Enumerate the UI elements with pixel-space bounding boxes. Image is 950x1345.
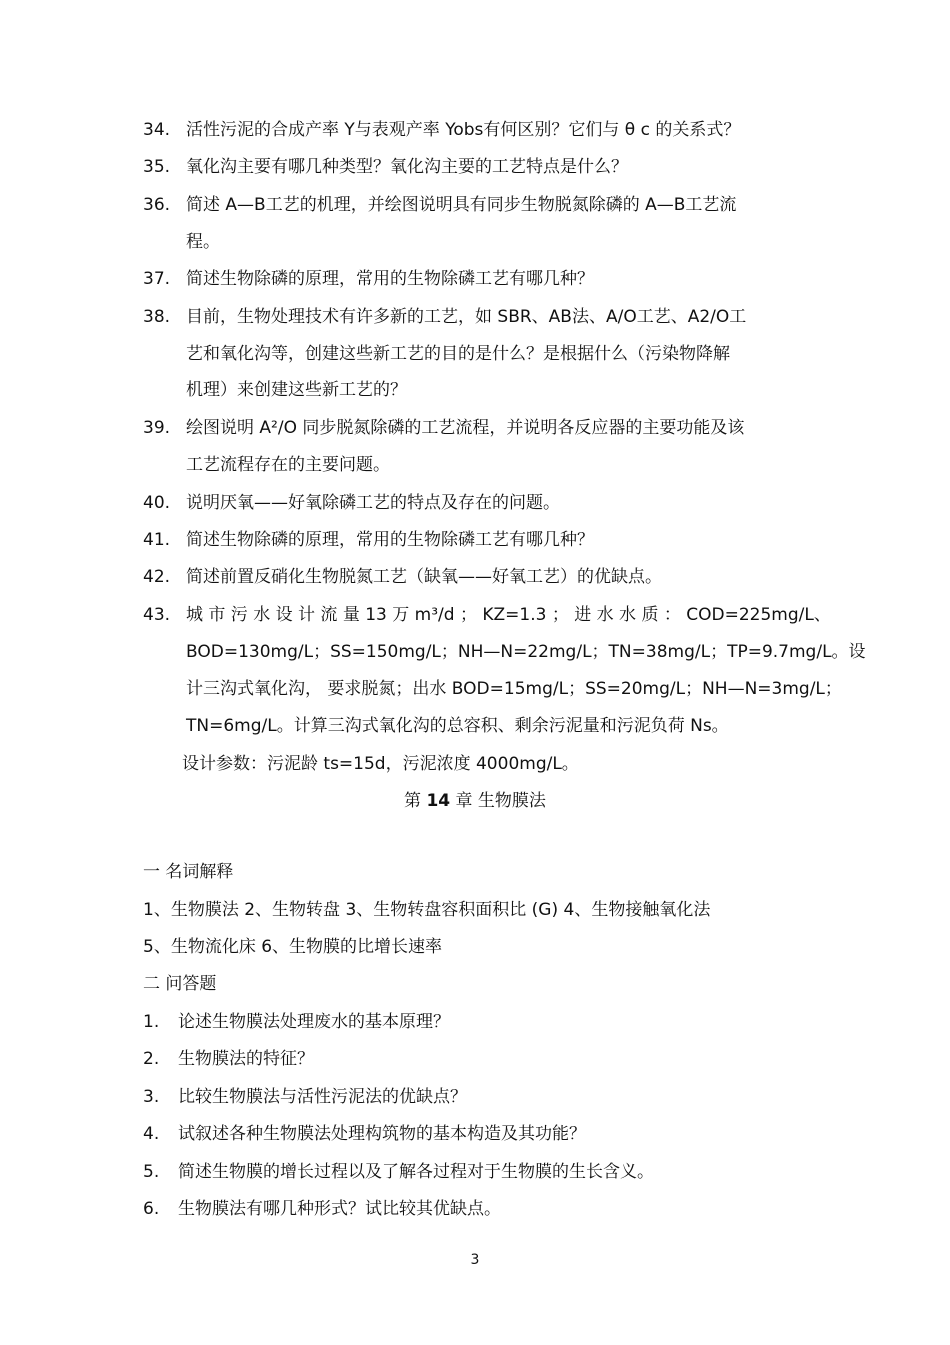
question-text: 比较生物膜法与活性污泥法的优缺点？ [178, 1087, 467, 1107]
question-number: 5. [143, 1162, 160, 1182]
question-number: 37. [143, 269, 171, 289]
term-list: 5、生物流化床 6、生物膜的比增长速率 [143, 937, 443, 957]
question-text: 简述 A—B工艺的机理，并绘图说明具有同步生物脱氮除磷的 A—B工艺流 [186, 195, 737, 215]
question-text-cont: TN=6mg/L。计算三沟式氧化沟的总容积、剩余污泥量和污泥负荷 Ns。 [186, 716, 729, 736]
question-number: 42. [143, 567, 171, 587]
question-text: 论述生物膜法处理废水的基本原理？ [178, 1012, 450, 1032]
section-title: 二 问答题 [143, 974, 217, 994]
question-number: 2. [143, 1049, 160, 1069]
question-text: 绘图说明 A²/O 同步脱氮除磷的工艺流程，并说明各反应器的主要功能及该 [186, 418, 745, 438]
question-number: 40. [143, 493, 171, 513]
term-list: 1、生物膜法 2、生物转盘 3、生物转盘容积面积比 (G) 4、生物接触氧化法 [143, 900, 711, 920]
question-text: 简述生物除磷的原理，常用的生物除磷工艺有哪几种？ [186, 269, 594, 289]
question-text: 生物膜法有哪几种形式？试比较其优缺点。 [178, 1199, 501, 1219]
question-text: 城 市 污 水 设 计 流 量 13 万 m³/d ； KZ=1.3 ； 进 水 水 质 ： COD=225mg/L、 [186, 605, 831, 625]
question-number: 39. [143, 418, 171, 438]
chapter-title [0, 791, 950, 811]
question-number: 6. [143, 1199, 160, 1219]
question-number: 41. [143, 530, 171, 550]
question-text: 简述生物膜的增长过程以及了解各过程对于生物膜的生长含义。 [178, 1162, 654, 1182]
question-text-cont: 设计参数：污泥龄 ts=15d，污泥浓度 4000mg/L。 [182, 754, 579, 774]
question-text: 氧化沟主要有哪几种类型？氧化沟主要的工艺特点是什么？ [186, 157, 628, 177]
question-number: 4. [143, 1124, 160, 1144]
question-text-cont: BOD=130mg/L；SS=150mg/L；NH—N=22mg/L；TN=38mg/L；TP=9.7mg/L。设 [186, 642, 866, 662]
question-text: 简述生物除磷的原理，常用的生物除磷工艺有哪几种？ [186, 530, 594, 550]
page-number: 3 [470, 1252, 480, 1268]
question-text: 目前，生物处理技术有许多新的工艺，如 SBR、AB法、A/O工艺、A2/O工 [186, 307, 747, 327]
section-title: 一 名词解释 [143, 862, 234, 882]
question-number: 35. [143, 157, 171, 177]
question-text: 简述前置反硝化生物脱氮工艺（缺氧——好氧工艺）的优缺点。 [186, 567, 662, 587]
question-number: 38. [143, 307, 171, 327]
question-text: 试叙述各种生物膜法处理构筑物的基本构造及其功能？ [178, 1124, 586, 1144]
question-text-cont: 工艺流程存在的主要问题。 [186, 455, 390, 475]
question-number: 36. [143, 195, 171, 215]
question-text-cont: 艺和氧化沟等，创建这些新工艺的目的是什么？是根据什么（污染物降解 [186, 344, 730, 364]
chapter-number: 14 [426, 791, 451, 811]
question-text-cont: 机理）来创建这些新工艺的？ [186, 380, 407, 400]
question-text: 生物膜法的特征？ [178, 1049, 314, 1069]
question-number: 3. [143, 1087, 160, 1107]
question-number: 43. [143, 605, 171, 625]
chapter-suffix: 章 生物膜法 [455, 791, 546, 811]
question-number: 1. [143, 1012, 160, 1032]
question-text: 说明厌氧——好氧除磷工艺的特点及存在的问题。 [186, 493, 560, 513]
question-text-cont: 程。 [186, 232, 220, 252]
question-text: 活性污泥的合成产率 Y与表观产率 Yobs有何区别？它们与 θ c 的关系式？ [186, 120, 741, 140]
question-text-cont: 计三沟式氧化沟， 要求脱氮；出水 BOD=15mg/L；SS=20mg/L；NH—N=3mg/L； [186, 679, 842, 699]
chapter-prefix: 第 [404, 791, 422, 811]
question-number: 34. [143, 120, 171, 140]
